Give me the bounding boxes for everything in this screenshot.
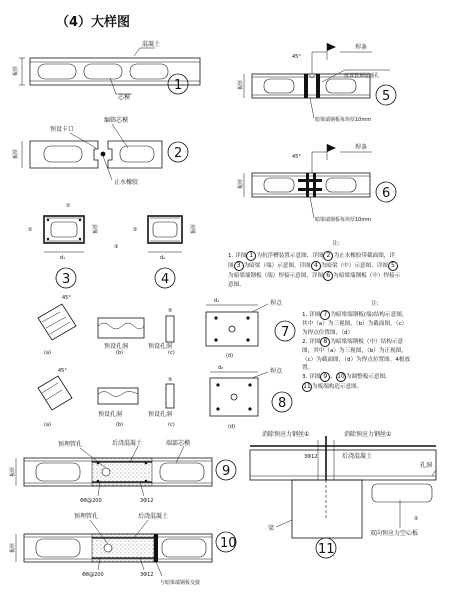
- d1-concrete-label: 混凝土: [142, 41, 161, 48]
- d6-dim-label: 板厚: [238, 178, 244, 189]
- d3-ref3-label: ③: [114, 244, 119, 250]
- d10-number: 10: [220, 536, 237, 551]
- notes-b-line: [302, 372, 448, 382]
- d9-core-label: 端部芯模: [166, 440, 191, 447]
- d4-width-label: d₂: [160, 255, 166, 261]
- d5-number: 5: [382, 89, 391, 104]
- d3-width-label: d₁: [60, 255, 66, 261]
- notes-b-text: 1. 详图: [302, 312, 321, 319]
- notes-b-text: 图，其中（a）为三视图，（b）为正视图，: [302, 348, 407, 355]
- notes-a-text: 1. 详图: [228, 252, 247, 259]
- d11-beam-label: 梁: [268, 525, 275, 532]
- notes-b-heading: 注:: [371, 301, 379, 307]
- d11-hole-label: 孔洞: [420, 462, 433, 469]
- notes-a-detail-ref-circle: 2: [323, 251, 333, 261]
- d5-dim-label: 板厚: [238, 79, 244, 90]
- detail-11: [250, 430, 436, 558]
- notes-a-detail-ref-circle: 4: [311, 261, 321, 271]
- d5-flow-label: 焊条: [355, 44, 368, 51]
- notes-a-text: 为暗梁端钢板（中）焊接示: [333, 272, 401, 279]
- detail-5: [237, 43, 396, 123]
- notes-b-detail-ref-circle: 11: [303, 383, 311, 391]
- notes-a-detail-ref-circle: 5: [388, 261, 398, 271]
- d11-pour-label: 后浇混凝土: [342, 453, 373, 460]
- d7-sub-c: (c): [168, 350, 175, 356]
- d7-sub-a: (a): [44, 350, 51, 356]
- d10-bar1-label: Φ8@200: [82, 572, 104, 578]
- d3-ref-label: ②: [28, 227, 33, 233]
- notes-b-line: [302, 347, 448, 355]
- notes-b-detail-ref-circle: 9: [320, 372, 330, 382]
- d7-hole2-label: 预设孔洞: [148, 343, 173, 350]
- d5-angle: 45°: [292, 54, 301, 60]
- d8-sub-c: (c): [168, 422, 175, 428]
- d8-angle: 45°: [58, 368, 67, 374]
- notes-b-line: [302, 320, 448, 328]
- notes-b-detail-ref-circle: 10: [337, 373, 345, 381]
- d7-sub-b: (b): [116, 350, 124, 356]
- detail-7: [38, 295, 295, 359]
- d6-angle: 45°: [292, 154, 301, 160]
- notes-b-text: 为板端构造示意图。: [312, 384, 363, 391]
- notes-a-detail-ref-circle: 1: [246, 251, 256, 261]
- d8-hole2-label: 预设孔洞: [148, 411, 173, 418]
- d2-notch-label: 预设卡口: [50, 126, 75, 133]
- notes-a-text: 为暗梁端钢板（端）焊接示意图，详图: [228, 272, 324, 279]
- d7-number: 7: [281, 325, 290, 340]
- d9-pipe-label: 预埋管孔: [58, 441, 83, 448]
- d3-ref2-label: ②: [66, 203, 71, 209]
- d8-sub-d: (d): [228, 424, 236, 430]
- detail-1: [12, 40, 200, 101]
- d2-core-label: 编筛芯模: [104, 117, 129, 124]
- notes-a-heading: 注:: [332, 241, 340, 247]
- notes-a-text: 图: [228, 262, 234, 269]
- notes-a-detail-ref-circle: 6: [323, 271, 333, 281]
- d11-left-label: 消除预应力钢丝①: [262, 431, 310, 438]
- notes-a-line: [228, 271, 444, 281]
- notes-a-text: 为暗梁（端）示意图，详图: [243, 262, 311, 269]
- d4-height-label: 板厚: [191, 223, 197, 234]
- detail-9: [9, 439, 236, 504]
- notes-b-line: [302, 329, 448, 337]
- d7-angle: 45°: [62, 295, 71, 301]
- d3-number: 3: [62, 272, 71, 287]
- d1-number: 1: [174, 78, 183, 93]
- d8-sub-a: (a): [44, 422, 51, 428]
- notes-b-lines: [302, 310, 448, 392]
- notes-a-text: 为暗梁（中）示意图，详图: [320, 262, 388, 269]
- page-title: （4）大样图: [56, 15, 131, 30]
- d8-hole-label: 预设孔洞: [98, 411, 123, 418]
- d9-pour-label: 后浇混凝土: [112, 440, 143, 447]
- d7-weld-label: 焊点: [270, 300, 283, 307]
- d11-bar-label: 3Φ12: [304, 454, 318, 460]
- d5-plate-label: 暗梁端钢板每块厚10mm: [315, 117, 372, 123]
- notes-b-line: [302, 337, 448, 347]
- d11-number: 11: [318, 542, 335, 557]
- d9-bar1-label: Φ8@200: [80, 498, 102, 504]
- d7-sub-d: (d): [226, 353, 234, 359]
- notes-b-line: [302, 310, 448, 320]
- d2-number: 2: [174, 146, 183, 161]
- d2-dim-label: 板厚: [13, 148, 19, 159]
- notes-b-line: [302, 364, 448, 372]
- d8-number: 8: [278, 396, 287, 411]
- detail-10: [9, 512, 237, 586]
- notes-b-line: [302, 382, 448, 392]
- d10-dim-label: 板厚: [10, 542, 16, 553]
- d6-flow-label: 焊条: [355, 144, 368, 151]
- d11-ref: ②: [414, 516, 419, 522]
- d3-height-label: 板厚: [93, 223, 99, 234]
- d1-dim-label: 板厚: [13, 65, 19, 76]
- notes-a-line: [228, 261, 444, 271]
- d2-seal-label: 止水橡胶: [114, 179, 139, 186]
- svg-text:⑤: ⑤: [168, 308, 173, 314]
- svg-text:⑤: ⑤: [168, 377, 173, 383]
- detail-3: [28, 203, 99, 288]
- notes-a-line: [228, 281, 444, 290]
- d4-number: 4: [161, 272, 170, 287]
- d11-slab-label: 双向预应力空心板: [370, 530, 419, 537]
- d5-hole-label: 放置管预留通孔: [344, 73, 380, 79]
- notes-b-text: 其中（a）为三视图，（b）为截面图，（c）: [302, 321, 408, 328]
- notes-b-text: 为暗梁端钢板(端)结构示意图，: [330, 312, 408, 319]
- detail-2: [12, 116, 188, 186]
- detail-8: [38, 365, 292, 430]
- d7-hole-label: 预设孔洞: [104, 343, 129, 350]
- notes-block-a: [228, 240, 444, 289]
- d4-ref-label: ②: [133, 227, 138, 233]
- notes-b-detail-ref-circle: 7: [320, 310, 330, 320]
- notes-a-text: 为止水橡胶带截面图，详: [333, 252, 395, 259]
- d10-pipe-label: 预埋管孔: [74, 513, 99, 520]
- d6-number: 6: [382, 186, 391, 201]
- d8-sub-b: (b): [116, 422, 124, 428]
- notes-b-text: 3. 详图: [302, 374, 321, 381]
- d6-plate-label: 暗梁端钢板每块厚10mm: [315, 217, 372, 223]
- d10-bar2-label: 3Φ12: [140, 572, 154, 578]
- notes-b-text: 2. 详图: [302, 339, 321, 346]
- notes-b-text: 置。: [302, 365, 314, 372]
- d10-pour-label: 后浇混凝土: [138, 513, 169, 520]
- d11-right-label: 消除预应力钢丝①: [344, 431, 392, 438]
- svg-text:d₂: d₂: [218, 365, 224, 371]
- notes-b-line: [302, 356, 448, 364]
- notes-a-detail-ref-circle: 3: [234, 261, 244, 271]
- detail-6: [237, 143, 396, 223]
- d9-number: 9: [222, 464, 231, 479]
- notes-block-b: [302, 300, 448, 392]
- d9-dim-label: 板厚: [10, 466, 16, 477]
- notes-b-text: 为焊点位置图，（d）: [302, 329, 354, 336]
- notes-b-text: 、: [330, 374, 336, 381]
- notes-b-text: 为调整板示意图。: [345, 374, 391, 381]
- notes-a-text: 为抗浮槽装置示意图，详图: [256, 252, 324, 259]
- notes-a-line: [228, 251, 444, 261]
- notes-b-text: （c）为截面图，（d）为焊点位置图。4根放: [302, 356, 411, 363]
- notes-b-detail-ref-circle: 8: [320, 337, 330, 347]
- d9-bar2-label: 3Φ12: [140, 498, 154, 504]
- notes-b-text: 为暗梁端钢板（中）结构示意: [330, 339, 404, 346]
- notes-a-text: 意图。: [228, 281, 245, 288]
- d1-core-label: 芯模: [118, 94, 131, 101]
- d10-plate-label: 与暗梁端钢板交接: [160, 580, 201, 586]
- svg-text:d₁: d₁: [214, 298, 220, 304]
- d8-weld-label: 焊点: [270, 368, 283, 375]
- detail-4: [114, 216, 197, 288]
- notes-a-lines: [228, 251, 444, 290]
